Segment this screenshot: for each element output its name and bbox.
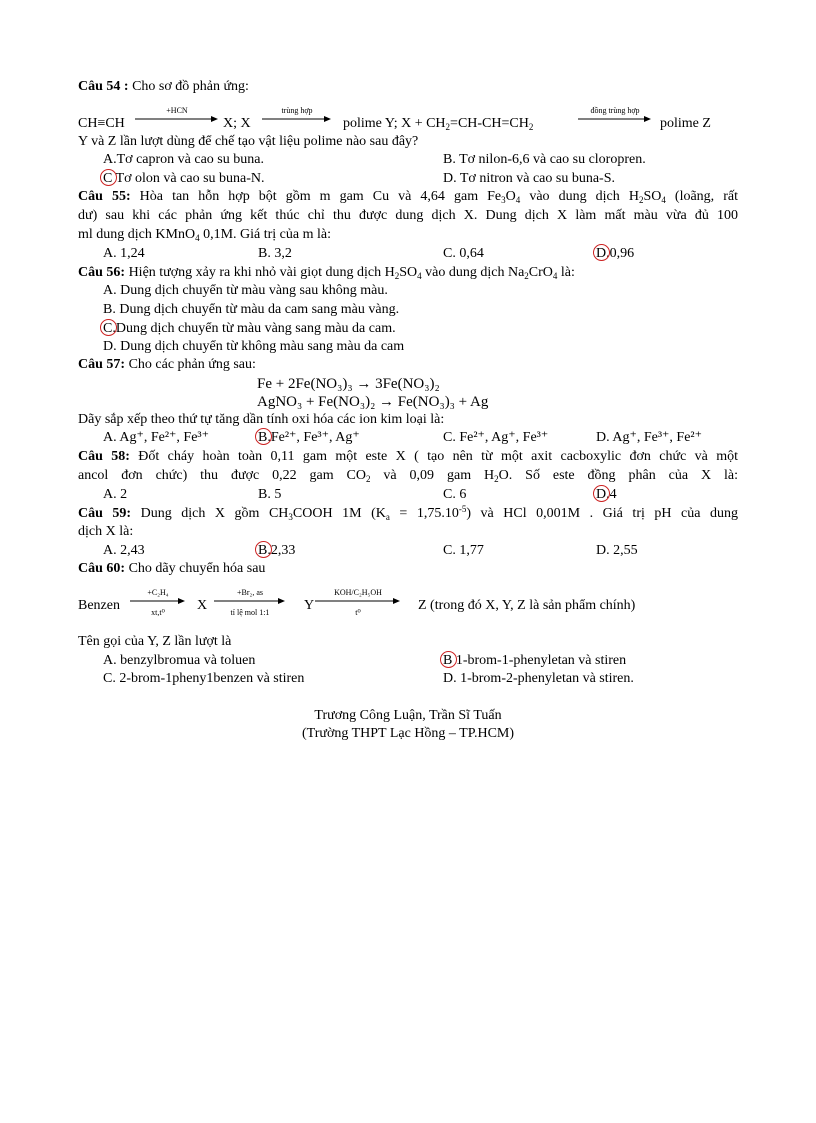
q57-reaction-2: AgNO₃ + Fe(NO₃)₂ → Fe(NO₃)₃ + Ag: [257, 394, 489, 410]
q54-arrow-1: +HCN: [135, 106, 219, 128]
selected-answer-circle: D: [596, 246, 607, 261]
selected-answer-circle: C: [103, 321, 113, 336]
q59-line2: dịch X là:: [78, 524, 134, 539]
q57-option-a: A. Ag⁺, Fe²⁺, Fe³⁺: [103, 430, 210, 445]
q58-option-b: B. 5: [258, 487, 282, 502]
q60-option-d: D. 1-brom-2-phenyletan và stiren.: [443, 671, 634, 686]
q57-stem: Câu 57: Cho các phản ứng sau:: [78, 357, 256, 372]
q57-option-b: B.Fe²⁺, Fe³⁺, Ag⁺: [258, 430, 360, 445]
q54-option-b: B. Tơ nilon-6,6 và cao su cloropren.: [443, 152, 646, 167]
q59-option-c: C. 1,77: [443, 543, 484, 558]
q54-scheme-polime-z: polime Z: [660, 116, 711, 131]
q54-option-c: C Tơ olon và cao su buna-N.: [103, 171, 265, 186]
q54-option-d: D. Tơ nitron và cao su buna-S.: [443, 171, 616, 186]
q56-option-d: D. Dung dịch chuyển từ không màu sang màu da cam: [103, 339, 405, 354]
q55-option-b: B. 3,2: [258, 246, 292, 261]
q56-option-a: A. Dung dịch chuyển từ màu vàng sau không màu.: [103, 283, 388, 298]
footer-authors: Trương Công Luận, Trần Sĩ Tuấn: [314, 708, 502, 723]
footer-school: (Trường THPT Lạc Hồng – TP.HCM): [301, 726, 515, 741]
q60-arrow-3: KOH/C₂H₅OH t⁰: [315, 588, 401, 618]
q58-option-c: C. 6: [443, 487, 467, 502]
q60-y: Y: [304, 598, 315, 613]
selected-answer-circle: C: [103, 171, 113, 186]
q58-option-d: D.4: [596, 487, 617, 502]
q57-option-c: C. Fe²⁺, Ag⁺, Fe³⁺: [443, 430, 549, 445]
q54-scheme-reactant: CH≡CH: [78, 116, 125, 131]
q54-option-a: A.Tơ capron và cao su buna.: [103, 152, 264, 167]
q54-scheme-polime-y: polime Y; $X + CH_2=CH-CH=CH_2$: [343, 116, 534, 132]
q59-stem: Câu 59: Dung dịch X gồm $CH_3COOH$ 1M $(K_a = 1,75.10^{-5})$ và HCl 0,001M . Giá trị pH của dung: [78, 504, 739, 522]
q55-option-d: D.0,96: [596, 246, 635, 261]
q58-option-a: A. 2: [103, 487, 128, 502]
q60-stem: Câu 60: Cho dãy chuyển hóa sau: [78, 561, 266, 576]
q54-arrow-2: trùng hợp: [262, 106, 332, 128]
q56-stem: Câu 56: Hiện tượng xảy ra khi nhỏ vài giọt dung dịch $H_2SO_4$ vào dung dịch $Na_2CrO_4$ là:: [78, 265, 575, 281]
q60-x: X: [197, 598, 208, 613]
q58-stem: Câu 58: Đốt cháy hoàn toàn 0,11 gam một este X ( tạo nên từ một axit cacboxylic đơn chức và một: [78, 449, 739, 464]
q55-line3: ml dung dịch KMnO$_4$ 0,1M. Giá trị của m là:: [78, 227, 331, 243]
q56-option-c: C.Dung dịch chuyển từ màu vàng sang màu da cam.: [103, 321, 396, 336]
q55-line2: dư) sau khi các phản ứng kết thúc chỉ thu được dung dịch X. Dung dịch X làm mất màu vừa đủ 100: [78, 208, 738, 223]
q56-option-b: B. Dung dịch chuyển từ màu da cam sang màu vàng.: [103, 302, 400, 317]
q55-option-c: C. 0,64: [443, 246, 484, 261]
q55-option-a: A. 1,24: [103, 246, 145, 261]
q60-option-b: B 1-brom-1-phenyletan và stiren: [443, 653, 627, 668]
selected-answer-circle: D: [596, 487, 607, 502]
q54-arrow-3: đồng trùng hợp: [578, 106, 652, 128]
q59-option-a: A. 2,43: [103, 543, 145, 558]
q55-stem: Câu 55: Hòa tan hỗn hợp bột gồm m gam Cu và 4,64 gam $Fe_3O_4$ vào dung dịch $H_2SO_4$ (loãng, rất: [78, 189, 739, 205]
selected-answer-circle: B: [258, 543, 268, 558]
q60-benzen: Benzen: [78, 598, 120, 613]
q60-arrow-1: +C₂H₄ xt,t⁰: [130, 588, 186, 618]
q57-question: Dãy sắp xếp theo thứ tự tăng dần tính oxi hóa các ion kim loại là:: [78, 412, 445, 427]
q57-option-d: D. Ag⁺, Fe³⁺, Fe²⁺: [596, 430, 703, 445]
selected-answer-circle: B: [443, 653, 453, 668]
q58-line2: ancol đơn chức) thu được 0,22 gam $CO_2$ và 0,09 gam $H_2O$. Số este đồng phân của X là:: [78, 468, 738, 484]
q54-stem: Câu 54 : Cho sơ đồ phản ứng:: [78, 79, 249, 94]
q60-z: Z (trong đó X, Y, Z là sản phẩm chính): [418, 598, 636, 613]
q60-option-a: A. benzylbromua và toluen: [103, 653, 256, 668]
q59-option-b: B.2,33: [258, 543, 296, 558]
q54-scheme-x: X; X: [223, 116, 251, 131]
selected-answer-circle: B: [258, 430, 268, 445]
q54-question: Y và Z lần lượt dùng để chế tạo vật liệu polime nào sau đây?: [78, 134, 419, 149]
q57-reaction-1: Fe + 2Fe(NO₃)₃ → 3Fe(NO₃)₂: [257, 376, 440, 392]
q60-arrow-2: +Br₂, as tỉ lệ mol 1:1: [214, 588, 286, 618]
q60-question: Tên gọi của Y, Z lần lượt là: [78, 634, 232, 649]
q59-option-d: D. 2,55: [596, 543, 638, 558]
q60-option-c: C. 2-brom-1pheny1benzen và stiren: [103, 671, 305, 686]
